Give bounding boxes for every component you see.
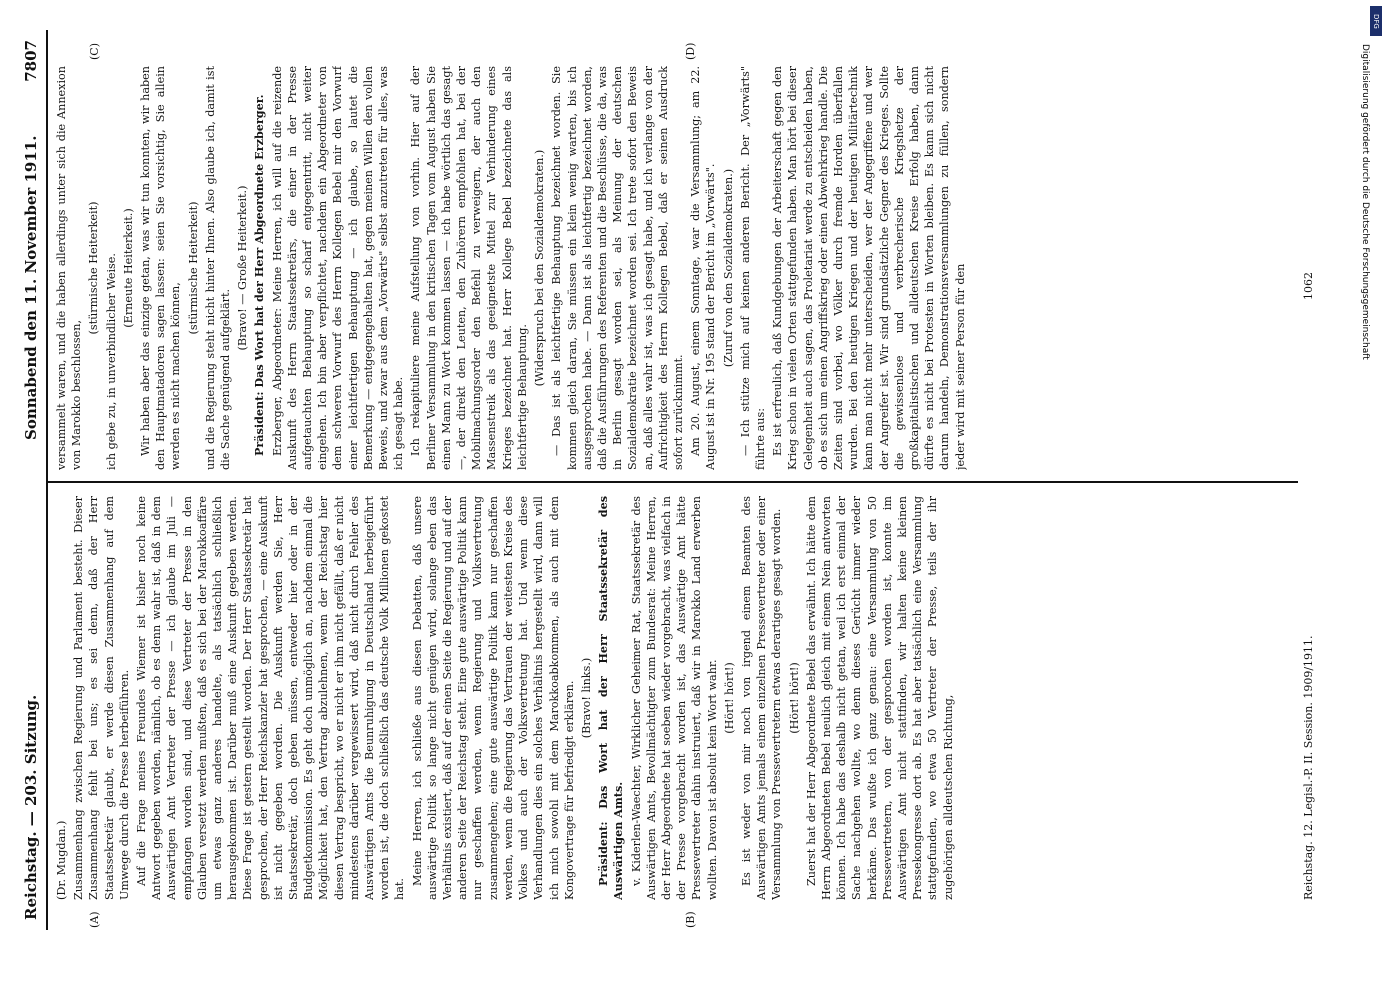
dfg-logo: DFG (1370, 6, 1382, 36)
column-left (54, 496, 1290, 900)
running-header-date: Sonnabend den 11. November 1911. (22, 135, 40, 440)
interjection: (Erneute Heiterkeit.) (121, 208, 135, 328)
paragraph: — Das ist als leichtfertige Behauptung bezeichnet worden. Sie kommen gleich daran, Sie müssen ein klein wenig warten, bis ich ausgesprochen habe. — Dann ist als leichtfertig bezeichnet worden, daß die Ausführungen des Referenten und die Beschlüsse, die da, was in Berlin gesagt worden sei, als Meinung der deutschen Sozialdemokratie bezeichnet worden sei. Ich trete sofort den Beweis an, daß alles wahr ist, was ich gesagt habe, und ich verlange von der Aufrichtigkeit des Herrn Kollegen Bebel, daß er seinen Ausdruck sofort zurücknimmt. (550, 66, 685, 470)
quoted-paragraph: Es ist erfreulich, daß Kundgebungen der Arbeiterschaft gegen den Krieg schon in vielen Orten stattgefunden haben. Man hört bei dieser Gelegenheit auch sagen, das Proletariat werde zu entscheiden haben, ob es sich um einen Angriffskrieg oder einen Abwehrkrieg handle. Die Zeiten sind vorbei, wo Völker durch fremde Horden überfallen wurden. Bei den heutigen Kriegen und der heutigen Militärtechnik kann man nicht mehr unterscheiden, wer der Angegriffene und wer der Angreifer ist. Wir sind grundsätzliche Gegner des Krieges. Sollte die gewissenlose und verbrecherische Kriegshetze der großkapitalistischen und alldeutschen Kreise Erfolg haben, dann dürfte es nicht bei Protesten in Worten bleiben. Es kann sich nicht darum handeln, Demonstrationsversammlungen zu füllen, sondern jeder wird mit seiner Person für den (771, 66, 967, 470)
margin-marker-b: (B) (684, 911, 697, 928)
paragraph: Auf die Frage meines Freundes Wiemer ist bisher noch keine Antwort gegeben worden, nämlich, ob es denn wahr ist, daß in dem Auswärtigen Amt Vertreter der Presse — ich glaube im Juli — empfangen worden sind, und diese Vertreter der Presse in den Glauben versetzt werden mußten, daß es sich bei der Marokkoaffäre um etwas ganz anderes handelte, als tatsächlich schließlich herausgekommen ist. Darüber muß eine Auskunft gegeben werden. Diese Frage ist gestern gestellt worden. Der Herr Staatssekretär hat gesprochen, der Herr Reichskanzler hat gesprochen, — eine Auskunft ist nicht gegeben worden. Die Auskunft werden Sie, Herr Staatssekretär, doch geben müssen, entweder hier oder in der Budgetkommission. Es geht doch unmöglich an, nachdem einmal die Möglichkeit hat, den Vertrag abzulehnen, wenn der Reichstag hier diesen Vertrag bespricht, wo er nicht er ihm nicht gefällt, daß er nicht mindestens darüber vergewissert wird, daß nicht durch Fehler des Auswärtigen Amts die Beunruhigung in Deutschland herbeigeführt worden ist, die doch schließlich das deutsche Volk Millionen gekostet hat. (135, 496, 407, 900)
interjection: (stürmische Heiterkeit) (186, 201, 200, 335)
interjection: (Bravo! — Große Heiterkeit.) (236, 185, 250, 351)
paragraph: Zusammenhang zwischen Regierung und Parlament besteht. Dieser Zusammenhang fehlt bei uns; es sei denn, daß der Herr Staatssekretär glaubt, er werde diesen Zusammenhang auf dem Umwege durch die Presse herbeiführen. (72, 496, 131, 900)
paragraph: Erzberger, Abgeordneter: Meine Herren, ich will auf die reizende Auskunft des Herrn Staatssekretärs, die einer in der Presse aufgetauchten Behauptung so scharf entgegentritt, nicht weiter eingehen. Ich bin aber verpflichtet, nachdem ein Abgeordneter von dem schweren Vorwurf des Herrn Kollegen Bebel mir den Vorwurf einer leichtfertigen Behauptung — ich glaube, so lautet die Bemerkung — entgegengehalten hat, gegen meinen Willen den vollen Beweis, und zwar aus dem „Vorwärts" selbst anzutreten für alles, was ich gesagt habe. (270, 66, 406, 470)
paragraph: versammelt waren, und die haben allerdings unter sich die Annexion von Marokko beschlossen, (55, 66, 84, 470)
margin-marker-d: (D) (684, 42, 697, 60)
speaker-tag: (Dr. Mugdan.) (55, 820, 68, 900)
footer-signature: 1062 (1302, 272, 1315, 300)
margin-marker-a: (A) (88, 911, 101, 928)
column-right (54, 66, 1290, 470)
president-line: Präsident: Das Wort hat der Herr Staatssekretär des Auswärtigen Amts. (596, 496, 626, 900)
paragraph: — Ich stütze mich auf keinen anderen Bericht. Der „Vorwärts" führte aus: (738, 66, 767, 470)
page-number: 7807 (22, 40, 40, 82)
column-divider (46, 482, 1298, 484)
digitization-credit: Digitalisierung gefördert durch die Deutsche Forschungsgemeinschaft (1360, 44, 1370, 360)
header-rule (46, 30, 48, 930)
paragraph: Zuerst hat der Herr Abgeordnete Bebel das erwähnt. Ich hätte dem Herrn Abgeordneten Bebel neulich gleich mit einem Nein antworten können. Ich habe das deshalb nicht getan, weil ich erst einmal der Sache nachgehen wollte, wo denn dieses Gerücht immer wieder herkäme. Das wußte ich ganz genau: eine Versammlung von 50 Pressevertretern, von der gesprochen worden ist, konnte im Auswärtigen Amt nicht stattfinden, wir halten keine kleinen Pressekongresse dort ab. Es hat aber tatsächlich eine Versammlung stattgefunden, wo etwa 50 Vertreter der Presse, teils der ihr zugehörigen alldeutschen Richtung, (804, 496, 955, 900)
paragraph: Am 20. August, einem Sonntage, war die Versammlung; am 22. August ist in Nr. 195 stand der Bericht im „Vorwärts". (689, 66, 718, 470)
interjection: (stürmische Heiterkeit) (87, 201, 101, 335)
paragraph: v. Kiderlen-Waechter, Wirklicher Geheimer Rat, Staatssekretär des Auswärtigen Amts, Bevollmächtigter zum Bundesrat: Meine Herren, der Herr Abgeordnete hat soeben wieder vorgebracht, was vielfach in der Presse vorgebracht worden ist, das Auswärtige Amt hätte Pressevertreter dahin instruiert, daß wir in Marokko Land erwerben wollten. Davon ist absolut kein Wort wahr. (629, 496, 719, 900)
running-header-left: Reichstag. — 203. Sitzung. (22, 694, 40, 920)
paragraph: Es ist weder von mir noch von irgend einem Beamten des Auswärtigen Amts jemals einem einzelnen Pressevertreter oder einer Versammlung von Pressevertretern etwas derartiges gesagt worden. (739, 496, 784, 900)
paragraph: ich gebe zu, in unverbindlicher Weise. (104, 253, 118, 470)
paragraph: Wir haben aber das einzige getan, was wir tun konnten, wir haben den Hauptmatadoren sagen lassen: seien Sie vorsichtig, Sie allein werden es nicht machen können, (139, 66, 183, 470)
interjection: (Widerspruch bei den Sozialdemokraten.) (533, 149, 547, 387)
footer-left: Reichstag. 12. Legisl.-P. II. Session. 1909/1911. (1302, 635, 1315, 900)
interjection: (Hört! hört!) (787, 662, 801, 734)
president-line: Präsident: Das Wort hat der Herr Abgeordnete Erzberger. (252, 94, 267, 456)
interjection: (Hört! hört!) (722, 662, 736, 734)
interjection: (Zuruf von den Sozialdemokraten.) (721, 168, 735, 368)
margin-marker-c: (C) (88, 43, 101, 60)
interjection: (Bravo! links.) (579, 657, 593, 739)
paragraph: Meine Herren, ich schließe aus diesen Debatten, daß unsere auswärtige Politik so lange nicht genügen wird, solange eben das Verhältnis existiert, daß auf der einen Seite die Regierung und auf der anderen Seite der Reichstag steht. Eine gute auswärtige Politik kann nur geschaffen werden, wenn Regierung und Volksvertretung zusammengehen; eine gute auswärtige Politik kann nur geschaffen werden, wenn die Regierung das Vertrauen der weitesten Kreise des Volkes und auch der Volksvertretung hat. Und wenn diese Verhandlungen dies ein solches Verhältnis hergestellt wird, dann will ich mich sowohl mit dem Marokkoabkommen, als auch mit dem Kongovertrage für befriedigt erklären. (410, 496, 576, 900)
paragraph: und die Regierung steht nicht hinter Ihnen. Also glaube ich, damit ist die Sache genügend aufgeklärt. (203, 66, 233, 470)
paragraph: Ich rekapituliere meine Aufstellung von vorhin. Hier auf der Berliner Versammlung in den kritischen Tagen vom August haben Sie einen Mann zu Wort kommen lassen — ich habe wörtlich das gesagt —, der direkt den Leuten, den Zuhörern empfohlen hat, bei der Mobilmachungsorder den Befehl zu verweigern, der auch den Massenstreik als das geeignetste Mittel zur Verhinderung eines Krieges bezeichnet hat. Herr Kollege Bebel bezeichnete das als leichtfertige Behauptung. (409, 66, 529, 470)
